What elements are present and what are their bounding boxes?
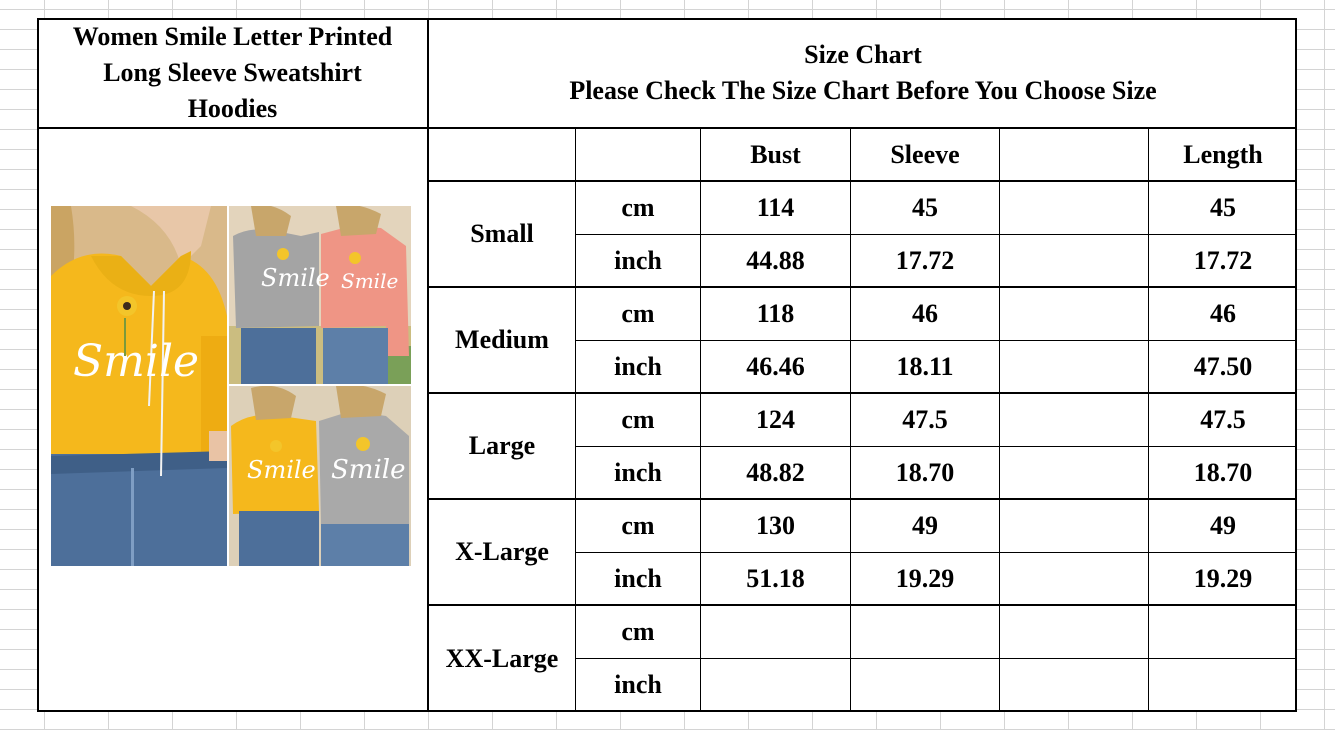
x-large-inch-sleeve: 19.29 (851, 553, 999, 605)
divider-col-2 (700, 128, 701, 712)
border-top (37, 18, 1297, 20)
large-inch-blank (1000, 447, 1148, 499)
divider-row-medium (428, 392, 1297, 394)
x-large-cm-blank (1000, 500, 1148, 552)
unit-cm: cm (576, 500, 700, 552)
size-label-xx-large: XX-Large (429, 606, 575, 712)
unit-inch: inch (576, 553, 700, 605)
large-inch-sleeve: 18.70 (851, 447, 999, 499)
small-cm-blank (1000, 182, 1148, 234)
medium-cm-blank (1000, 288, 1148, 340)
svg-text:Smile: Smile (247, 456, 316, 484)
size-chart-table (37, 18, 1297, 712)
small-cm-length: 45 (1149, 182, 1297, 234)
column-header-length: Length (1149, 129, 1297, 181)
product-photo-collage (51, 206, 411, 566)
unit-cm: cm (576, 288, 700, 340)
product-title-line-2: Long Sleeve Sweatshirt (103, 58, 362, 87)
size-label-large: Large (429, 394, 575, 499)
x-large-cm-length: 49 (1149, 500, 1297, 552)
divider-row-large (428, 498, 1297, 500)
xx-large-cm-blank (1000, 606, 1148, 658)
small-inch-bust: 44.88 (701, 235, 850, 287)
product-title-line-1: Women Smile Letter Printed (72, 22, 393, 51)
svg-text:Smile: Smile (261, 264, 330, 292)
xx-large-cm-sleeve (851, 606, 999, 658)
large-cm-blank (1000, 394, 1148, 446)
small-inch-blank (1000, 235, 1148, 287)
column-header-sleeve: Sleeve (851, 129, 999, 181)
gray-pink-hoodies-photo (229, 206, 411, 384)
size-label-small: Small (429, 182, 575, 287)
x-large-cm-bust: 130 (701, 500, 850, 552)
divider-main (427, 18, 429, 712)
product-title (37, 18, 428, 128)
divider-unit-medium (575, 340, 1297, 341)
small-cm-sleeve: 45 (851, 182, 999, 234)
divider-col-1 (575, 128, 576, 712)
x-large-inch-blank (1000, 553, 1148, 605)
divider-col-5 (1148, 128, 1149, 712)
xx-large-inch-sleeve (851, 659, 999, 711)
xx-large-inch-blank (1000, 659, 1148, 711)
large-cm-bust: 124 (701, 394, 850, 446)
unit-cm: cm (576, 394, 700, 446)
xx-large-cm-length (1149, 606, 1297, 658)
size-chart-heading (429, 18, 1297, 128)
x-large-cm-sleeve: 49 (851, 500, 999, 552)
large-inch-bust: 48.82 (701, 447, 850, 499)
border-right (1295, 18, 1297, 712)
svg-text:Smile: Smile (331, 455, 406, 485)
border-bottom (37, 710, 1297, 712)
divider-unit-x-large (575, 552, 1297, 553)
x-large-inch-length: 19.29 (1149, 553, 1297, 605)
medium-inch-sleeve: 18.11 (851, 341, 999, 393)
large-cm-length: 47.5 (1149, 394, 1297, 446)
divider-col-3 (850, 128, 851, 712)
xx-large-inch-length (1149, 659, 1297, 711)
small-inch-sleeve: 17.72 (851, 235, 999, 287)
small-inch-length: 17.72 (1149, 235, 1297, 287)
medium-cm-sleeve: 46 (851, 288, 999, 340)
divider-row-x-large (428, 604, 1297, 606)
border-left (37, 18, 39, 712)
size-chart-heading-line-2: Please Check The Size Chart Before You Choose Size (569, 76, 1157, 105)
svg-text:Smile: Smile (73, 336, 200, 387)
column-header-blank (1000, 129, 1148, 181)
xx-large-cm-bust (701, 606, 850, 658)
medium-inch-bust: 46.46 (701, 341, 850, 393)
divider-header (37, 127, 1297, 129)
divider-col-4 (999, 128, 1000, 712)
column-header-bust: Bust (701, 129, 850, 181)
yellow-hoodie-photo (51, 206, 227, 566)
small-cm-bust: 114 (701, 182, 850, 234)
divider-unit-small (575, 234, 1297, 235)
unit-cm: cm (576, 606, 700, 658)
unit-inch: inch (576, 235, 700, 287)
unit-inch: inch (576, 341, 700, 393)
yellow-gray-hoodies-photo (229, 385, 411, 566)
svg-text:Smile: Smile (341, 269, 399, 293)
large-cm-sleeve: 47.5 (851, 394, 999, 446)
unit-inch: inch (576, 659, 700, 711)
divider-unit-xx-large (575, 658, 1297, 659)
divider-row-small (428, 286, 1297, 288)
xx-large-inch-bust (701, 659, 850, 711)
divider-unit-large (575, 446, 1297, 447)
size-label-x-large: X-Large (429, 500, 575, 605)
divider-row-header (428, 180, 1297, 182)
product-title-line-3: Hoodies (187, 94, 278, 123)
medium-cm-bust: 118 (701, 288, 850, 340)
large-inch-length: 18.70 (1149, 447, 1297, 499)
unit-cm: cm (576, 182, 700, 234)
size-label-medium: Medium (429, 288, 575, 393)
x-large-inch-bust: 51.18 (701, 553, 850, 605)
medium-cm-length: 46 (1149, 288, 1297, 340)
size-chart-heading-line-1: Size Chart (804, 40, 922, 69)
medium-inch-length: 47.50 (1149, 341, 1297, 393)
medium-inch-blank (1000, 341, 1148, 393)
product-photo (51, 206, 411, 566)
unit-inch: inch (576, 447, 700, 499)
